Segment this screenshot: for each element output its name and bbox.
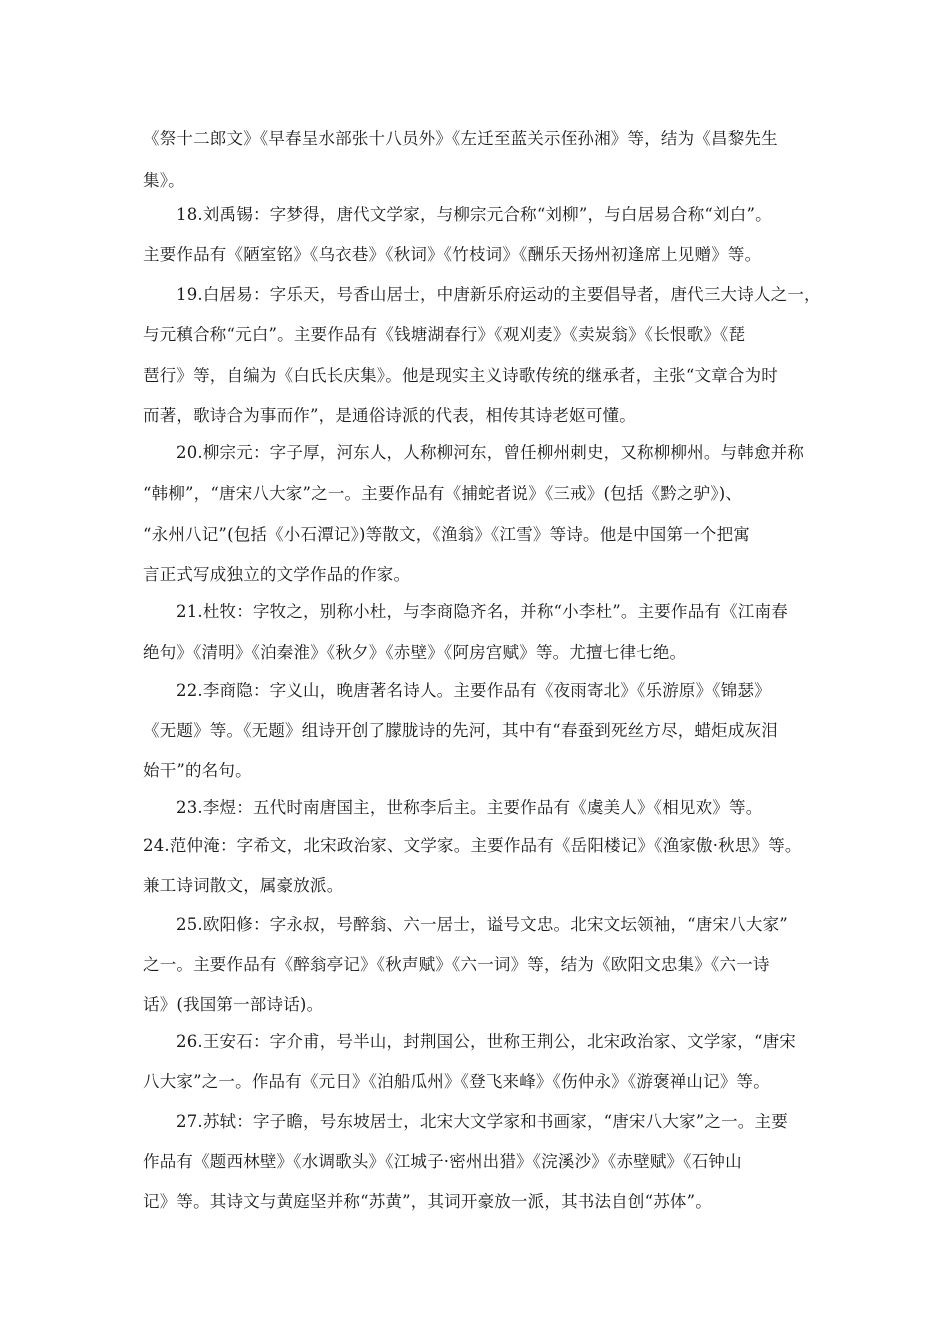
text-line: 而著，歌诗合为事而作”，是通俗诗派的代表，相传其诗老妪可懂。 [143, 406, 636, 425]
text-line: 兼工诗词散文，属豪放派。 [143, 876, 344, 895]
text-line: 话》(我国第一部诗话)。 [143, 995, 324, 1014]
text-line: 《无题》等。《无题》组诗开创了朦胧诗的先河，其中有“春蚕到死丝方尽，蜡炬成灰泪 [143, 721, 778, 740]
text-line: 始干”的名句。 [143, 761, 252, 780]
text-line: 之一。主要作品有《醉翁亭记》《秋声赋》《六一词》等，结为《欧阳文忠集》《六一诗 [143, 955, 770, 974]
text-line: 记》等。其诗文与黄庭坚并称“苏黄”，其词开豪放一派，其书法自创“苏体”。 [143, 1192, 712, 1211]
text-line: 作品有《题西林壁》《水调歌头》《江城子·密州出猎》《浣溪沙》《赤壁赋》《石钟山 [143, 1152, 742, 1171]
text-line: 言正式写成独立的文学作品的作家。 [143, 565, 411, 584]
text-line: 《祭十二郎文》《早春呈水部张十八员外》《左迁至蓝关示侄孙湘》等，结为《昌黎先生 [143, 129, 778, 148]
entry-21-line: 21.杜牧：字牧之，别称小杜，与李商隐齐名，并称“小李杜”。主要作品有《江南春 [176, 602, 788, 621]
entry-18-line: 18.刘禹锡：字梦得，唐代文学家，与柳宗元合称“刘柳”，与白居易合称“刘白”。 [176, 205, 772, 224]
text-line: 集》。 [143, 171, 185, 190]
entry-23-line: 23.李煜：五代时南唐国主，世称李后主。主要作品有《虞美人》《相见欢》等。 [176, 798, 763, 817]
entry-22-line: 22.李商隐：字义山，晚唐著名诗人。主要作品有《夜雨寄北》《乐游原》《锦瑟》 [176, 681, 771, 700]
text-line: 与元稹合称“元白”。主要作品有《钱塘湖春行》《观刈麦》《卖炭翁》《长恨歌》《琵 [143, 325, 746, 344]
entry-19-line: 19.白居易：字乐天，号香山居士，中唐新乐府运动的主要倡导者，唐代三大诗人之一， [176, 285, 821, 304]
text-line: 八大家”之一。作品有《元日》《泊船瓜州》《登飞来峰》《伤仲永》《游褒禅山记》等。 [143, 1072, 770, 1091]
entry-27-line: 27.苏轼：字子瞻，号东坡居士，北宋大文学家和书画家，“唐宋八大家”之一。主要 [176, 1112, 788, 1131]
text-line: 琶行》等，自编为《白氏长庆集》。他是现实主义诗歌传统的继承者，主张“文章合为时 [143, 366, 778, 385]
text-line: 主要作品有《陋室铭》《乌衣巷》《秋词》《竹枝词》《酬乐天扬州初逢席上见赠》等。 [143, 245, 762, 264]
entry-25-line: 25.欧阳修：字永叔，号醉翁、六一居士，谥号文忠。北宋文坛领袖，“唐宋八大家” [176, 915, 788, 934]
text-line: “永州八记”(包括《小石潭记》)等散文，《渔翁》《江雪》等诗。他是中国第一个把寓 [143, 525, 750, 544]
text-line: “韩柳”，“唐宋八大家”之一。主要作品有《捕蛇者说》《三戒》(包括《黔之驴》)、 [143, 484, 743, 503]
entry-24-line: 24.范仲淹：字希文，北宋政治家、文学家。主要作品有《岳阳楼记》《渔家傲·秋思》等。 [143, 836, 802, 855]
entry-20-line: 20.柳宗元：字子厚，河东人，人称柳河东，曾任柳州刺史，又称柳柳州。与韩愈并称 [176, 443, 805, 462]
entry-26-line: 26.王安石：字介甫，号半山，封荆国公，世称王荆公，北宋政治家、文学家，“唐宋 [176, 1032, 796, 1051]
text-line: 绝句》《清明》《泊秦淮》《秋夕》《赤壁》《阿房宫赋》等。尤擅七律七绝。 [143, 643, 687, 662]
